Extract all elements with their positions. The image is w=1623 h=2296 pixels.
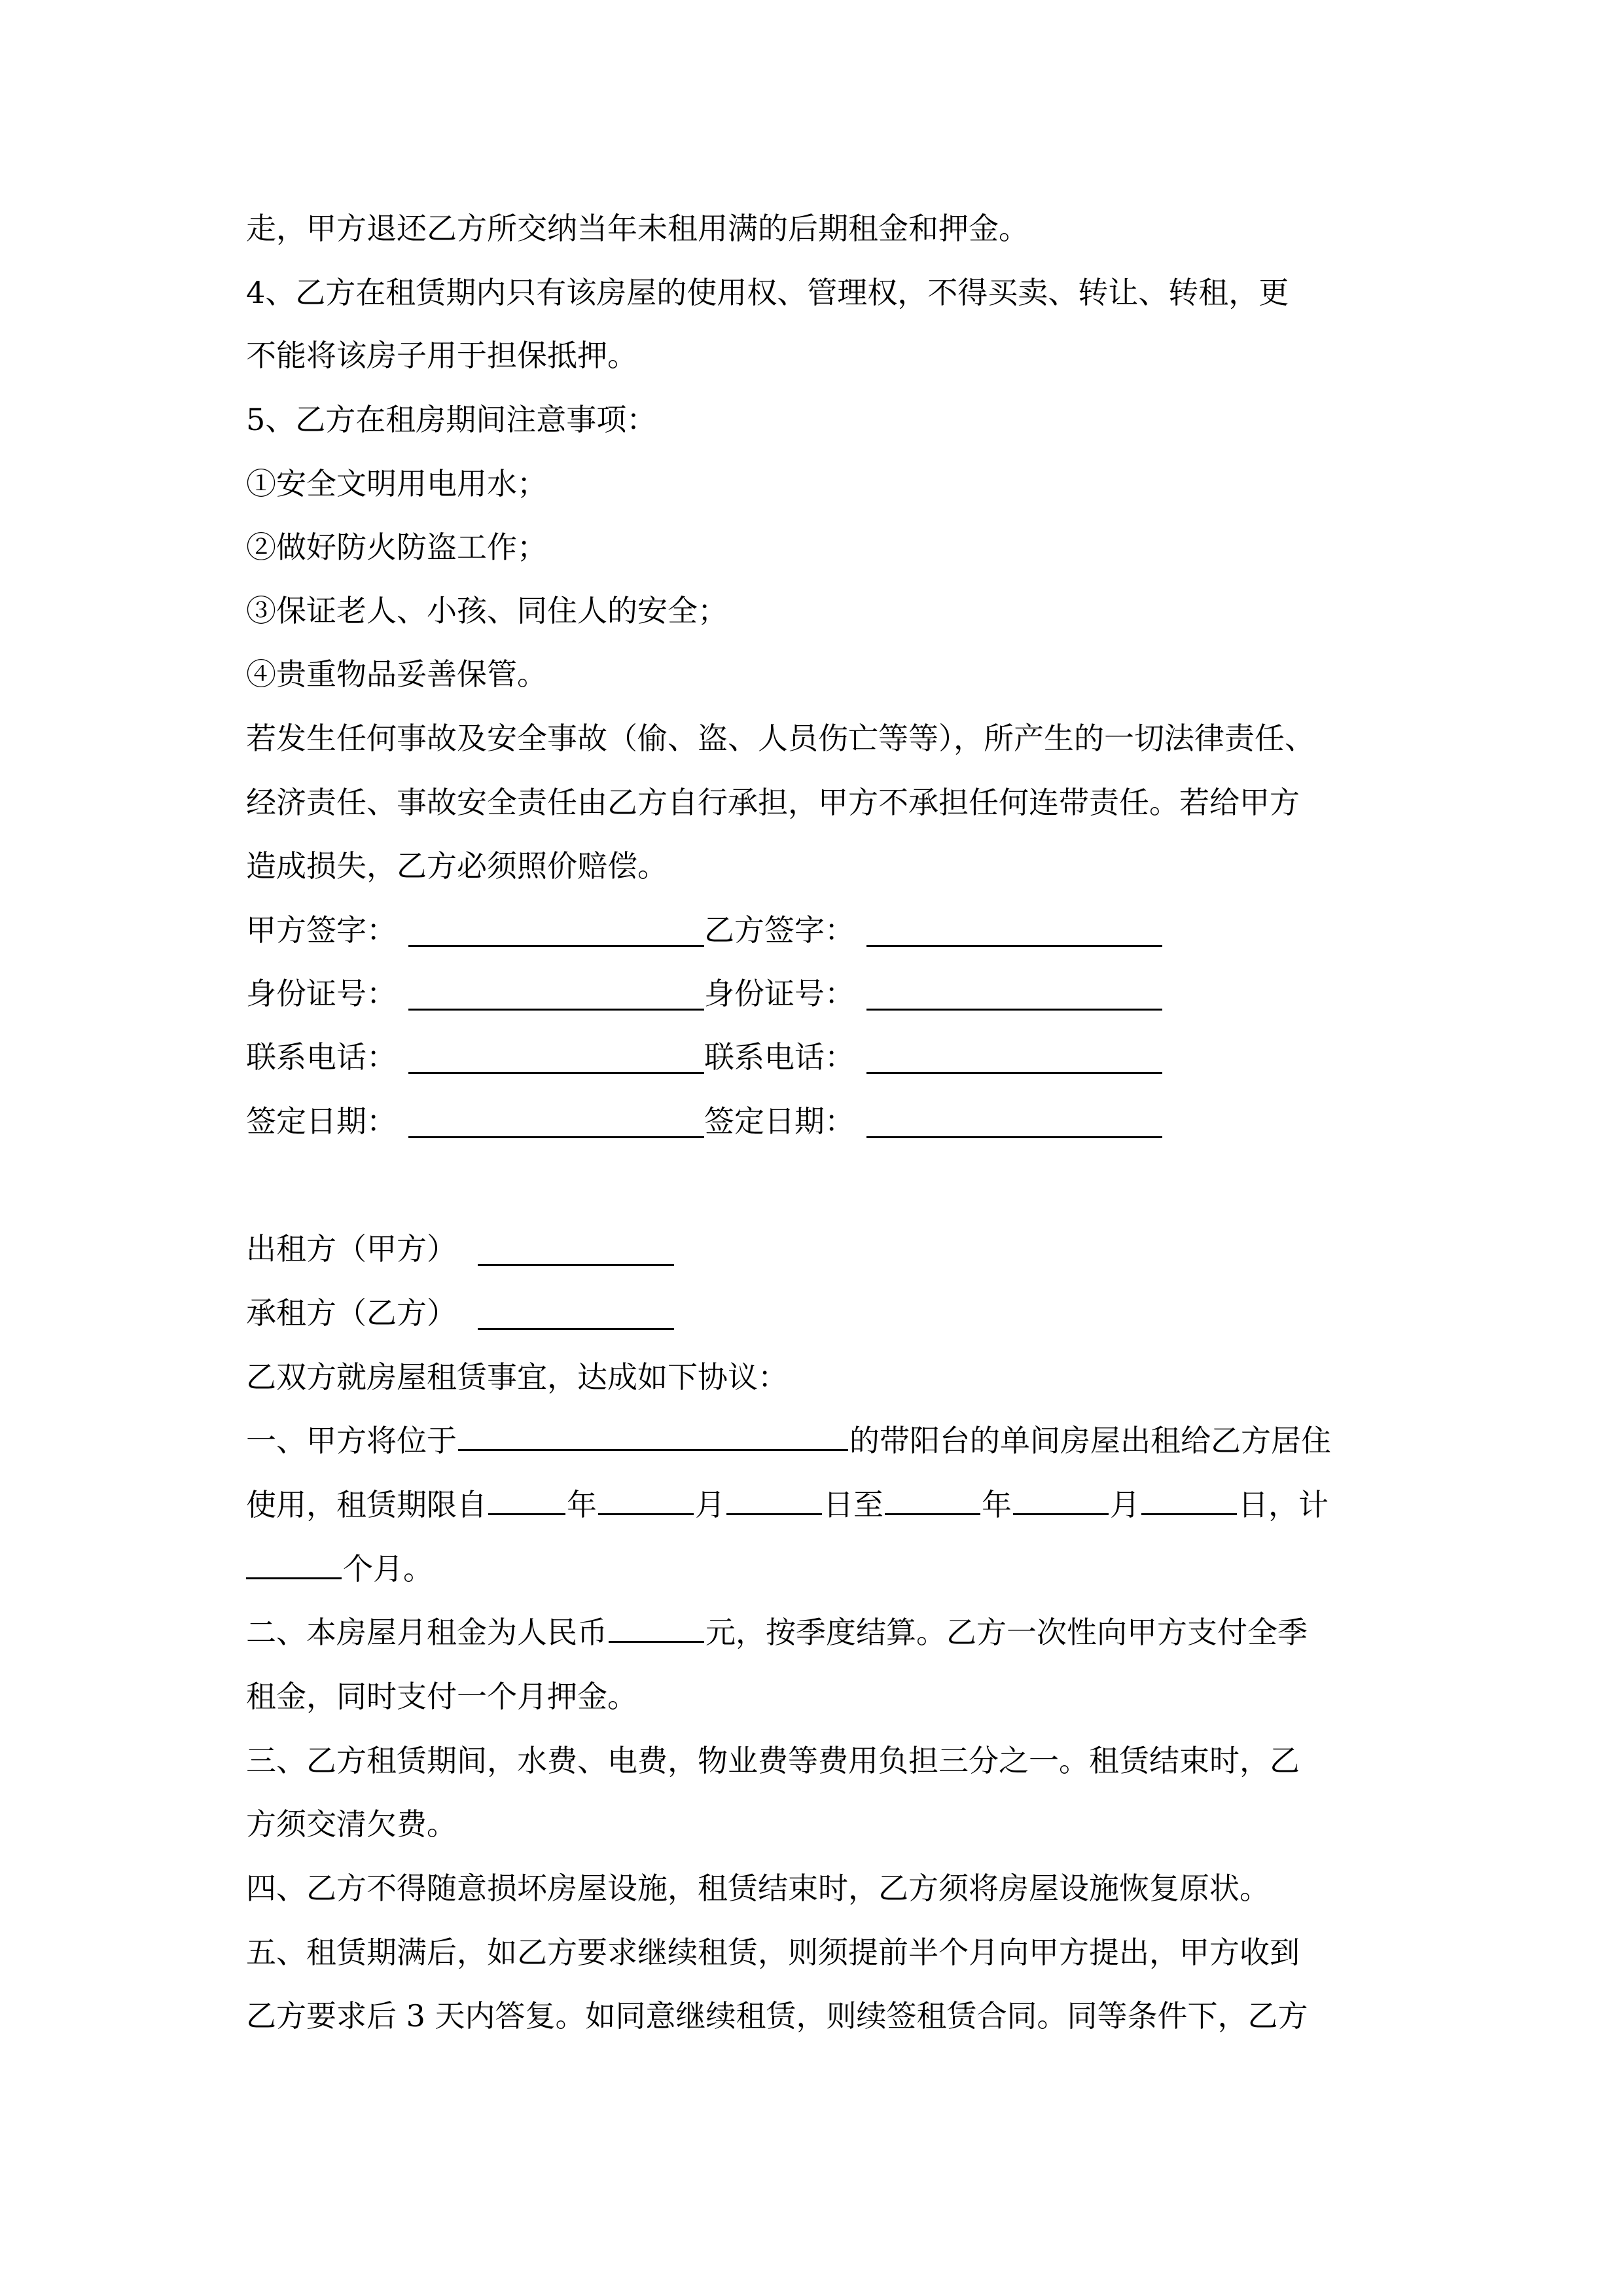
clause-4-line-1: 4、乙方在租赁期内只有该房屋的使用权、管理权，不得买卖、转让、转租，更 [246,275,1289,310]
lessor-label: 出租方（甲方） [246,1231,457,1266]
party-b-sign-field[interactable] [866,945,1162,947]
start-day-field[interactable] [726,1483,822,1515]
clause-4-line-2: 不能将该房子用于担保抵押。 [246,338,637,373]
liability-line-1: 若发生任何事故及安全事故（偷、盗、人员伤亡等等），所产生的一切法律责任、 [246,721,1315,756]
clause-1-line-3 [246,1547,433,1590]
paragraph-line: 走，甲方退还乙方所交纳当年未租用满的后期租金和押金。 [246,211,1029,246]
clause-3-line-2: 方须交清欠费。 [246,1806,457,1842]
liability-line-3: 造成损失，乙方必须照价赔偿。 [246,848,668,884]
party-a-id-field[interactable] [408,1009,704,1011]
clause-1-line-1 [246,1419,1331,1462]
year-label: 年 [567,1487,597,1522]
clause-2-line-1 [246,1611,1308,1654]
clause-5-line-1: 五、租赁期满后，如乙方要求继续租赁，则须提前半个月向甲方提出，甲方收到 [246,1935,1300,1970]
start-month-field[interactable] [598,1483,694,1515]
month-label: 月 [1110,1487,1140,1522]
end-day-field[interactable] [1141,1483,1237,1515]
party-a-sign-field[interactable] [408,945,704,947]
lessor-field[interactable] [478,1264,674,1266]
party-a-date-field[interactable] [408,1136,704,1138]
day-to-label: 日至 [823,1487,883,1522]
notice-item-3: ③保证老人、小孩、同住人的安全； [246,593,728,628]
party-a-phone-label: 联系电话： [246,1039,397,1075]
months-field[interactable] [246,1547,342,1579]
day-total-label: 日，计 [1238,1487,1329,1522]
clause-1-line-2 [246,1483,1329,1526]
clause-4-line: 四、乙方不得随意损坏房屋设施，租赁结束时，乙方须将房屋设施恢复原状。 [246,1871,1270,1906]
liability-line-2: 经济责任、事故安全责任由乙方自行承担，甲方不承担任何连带责任。若给甲方 [246,785,1300,820]
clause-3-line-1: 三、乙方租赁期间，水费、电费，物业费等费用负担三分之一。租赁结束时，乙 [246,1743,1300,1778]
months-label: 个月。 [343,1551,433,1587]
party-b-phone-field[interactable] [866,1072,1162,1074]
address-field[interactable] [458,1419,848,1451]
lessee-label: 承租方（乙方） [246,1295,457,1331]
month-label: 月 [695,1487,725,1522]
party-b-date-label: 签定日期： [704,1103,855,1139]
clause-2-text-a: 二、本房屋月租金为人民币 [246,1615,607,1650]
party-a-date-label: 签定日期： [246,1103,397,1139]
clause-5-heading: 5、乙方在租房期间注意事项： [246,402,657,437]
notice-item-4: ④贵重物品妥善保管。 [246,656,547,692]
contract-intro: 乙双方就房屋租赁事宜，达成如下协议： [246,1359,788,1395]
party-b-id-field[interactable] [866,1009,1162,1011]
rent-amount-field[interactable] [609,1611,704,1643]
clause-2-line-2: 租金，同时支付一个月押金。 [246,1679,637,1714]
clause-2-text-b: 元，按季度结算。乙方一次性向甲方支付全季 [705,1615,1308,1650]
party-a-phone-field[interactable] [408,1072,704,1074]
notice-item-1: ①安全文明用电用水； [246,466,547,501]
party-b-sign-label: 乙方签字： [704,912,855,948]
party-a-sign-label: 甲方签字： [246,912,397,948]
clause-5-line-2: 乙方要求后 3 天内答复。如同意继续租赁，则续签租赁合同。同等条件下，乙方 [246,1998,1308,2034]
party-b-phone-label: 联系电话： [704,1039,855,1075]
clause-1-text-a: 一、甲方将位于 [246,1423,457,1458]
clause-1-text-b: 的带阳台的单间房屋出租给乙方居住 [849,1423,1331,1458]
clause-1-term-text: 使用，租赁期限自 [246,1487,487,1522]
party-b-id-label: 身份证号： [704,976,855,1011]
notice-item-2: ②做好防火防盗工作； [246,529,547,565]
party-b-date-field[interactable] [866,1136,1162,1138]
lessee-field[interactable] [478,1328,674,1330]
end-year-field[interactable] [885,1483,980,1515]
year-label: 年 [982,1487,1012,1522]
start-year-field[interactable] [488,1483,565,1515]
party-a-id-label: 身份证号： [246,976,397,1011]
end-month-field[interactable] [1013,1483,1109,1515]
